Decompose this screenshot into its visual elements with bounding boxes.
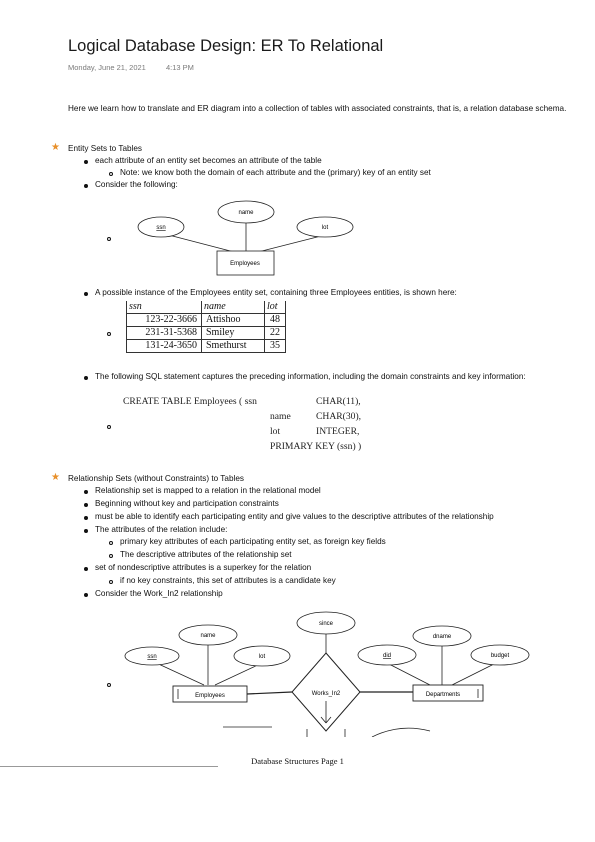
section2-heading: Relationship Sets (without Constraints) to Tables (68, 474, 244, 483)
section2-subbullet-2: The descriptive attributes of the relationship set (120, 550, 292, 559)
employees-er-diagram (130, 195, 370, 280)
page-time: 4:13 PM (165, 63, 194, 72)
lot-attribute-label: lot (258, 654, 266, 660)
circle-bullet-icon (109, 554, 113, 558)
section1-bullet-3: A possible instance of the Employees entity set, containing three Employees entities, is shown here: (95, 288, 457, 297)
table-cell: 123-22-3666 (127, 314, 202, 327)
table-cell: 48 (265, 314, 286, 327)
table-row (127, 340, 286, 353)
page-date: Monday, June 21, 2021 (68, 63, 146, 72)
bullet-icon (84, 503, 88, 507)
bullet-icon (84, 184, 88, 188)
circle-bullet-icon (107, 237, 111, 241)
bullet-icon (84, 490, 88, 494)
table-cell: 231-31-5368 (127, 327, 202, 340)
section2-bullet-4: The attributes of the relation include: (95, 525, 228, 534)
employees-entity-label: Employees (195, 693, 225, 699)
table-cell: 131-24-3650 (127, 340, 202, 353)
section2-bullet-2: Beginning without key and participation constraints (95, 499, 279, 508)
lot-attribute-label: lot (321, 225, 329, 231)
sql-line-3: lot (270, 426, 281, 437)
table-row (127, 327, 286, 340)
name-attribute-label: name (238, 210, 254, 216)
circle-bullet-icon (107, 683, 111, 687)
section1-bullet-1: each attribute of an entity set becomes an attribute of the table (95, 156, 322, 165)
bullet-icon (84, 376, 88, 380)
circle-bullet-icon (109, 580, 113, 584)
works-in2-relationship-label: Works_In2 (311, 691, 341, 697)
section2-bullet-6: Consider the Work_In2 relationship (95, 589, 223, 598)
sql-line-2: name (270, 411, 291, 422)
table-cell: 35 (265, 340, 286, 353)
budget-attribute-label: budget (490, 653, 510, 659)
section2-subbullet-3: if no key constraints, this set of attributes is a candidate key (120, 576, 336, 585)
table-cell: Smethurst (202, 340, 265, 353)
works-in2-er-diagram (120, 605, 540, 737)
table-row (127, 314, 286, 327)
page-footer: Database Structures Page 1 (251, 756, 344, 766)
section1-heading: Entity Sets to Tables (68, 144, 143, 153)
footer-divider (0, 766, 218, 767)
star-icon: ★ (51, 472, 60, 483)
section2-bullet-1: Relationship set is mapped to a relation in the relational model (95, 486, 321, 495)
employees-instance-table (126, 301, 286, 353)
bullet-icon (84, 160, 88, 164)
section1-bullet-4: The following SQL statement captures the preceding information, including the domain constraints and key information: (95, 372, 526, 381)
table-cell: 22 (265, 327, 286, 340)
section2-subbullet-1: primary key attributes of each participating entity set, as foreign key fields (120, 537, 386, 546)
sql-line-3-type: INTEGER, (316, 426, 360, 437)
bullet-icon (84, 292, 88, 296)
sql-line-2-type: CHAR(30), (316, 411, 362, 422)
table-header-row (127, 301, 286, 314)
circle-bullet-icon (109, 541, 113, 545)
section1-subbullet-1: Note: we know both the domain of each attribute and the (primary) key of an entity set (120, 168, 431, 177)
since-attribute-label: since (318, 621, 334, 627)
circle-bullet-icon (109, 172, 113, 176)
employees-entity-label: Employees (230, 261, 260, 267)
page-title: Logical Database Design: ER To Relational (68, 37, 384, 55)
bullet-icon (84, 529, 88, 533)
intro-paragraph: Here we learn how to translate and ER diagram into a collection of tables with associated constraints, that is, a relation database schema. (68, 104, 567, 113)
dname-attribute-label: dname (432, 634, 452, 640)
sql-line-1-type: CHAR(11), (316, 396, 361, 407)
table-cell: Attishoo (202, 314, 265, 327)
bullet-icon (84, 516, 88, 520)
section1-bullet-2: Consider the following: (95, 180, 178, 189)
ssn-attribute-label: ssn (147, 654, 157, 660)
departments-entity-label: Departments (425, 692, 461, 698)
table-header-cell: lot (265, 301, 286, 314)
ssn-attribute-label: ssn (156, 225, 166, 231)
table-header-cell: name (202, 301, 265, 314)
sql-create-table (123, 396, 443, 458)
sql-line-4: PRIMARY KEY (ssn) ) (270, 441, 362, 452)
circle-bullet-icon (107, 425, 111, 429)
table-cell: Smiley (202, 327, 265, 340)
did-attribute-label: did (382, 653, 392, 659)
name-attribute-label: name (200, 633, 216, 639)
bullet-icon (84, 567, 88, 571)
sql-line-1: CREATE TABLE Employees ( ssn (123, 396, 257, 407)
page-timestamp (68, 63, 212, 72)
section2-bullet-3: must be able to identify each participating entity and give values to the descriptive attributes of the relationship (95, 512, 494, 521)
bullet-icon (84, 593, 88, 597)
star-icon: ★ (51, 142, 60, 153)
table-header-cell: ssn (127, 301, 202, 314)
circle-bullet-icon (107, 332, 111, 336)
section2-bullet-5: set of nondescriptive attributes is a superkey for the relation (95, 563, 312, 572)
